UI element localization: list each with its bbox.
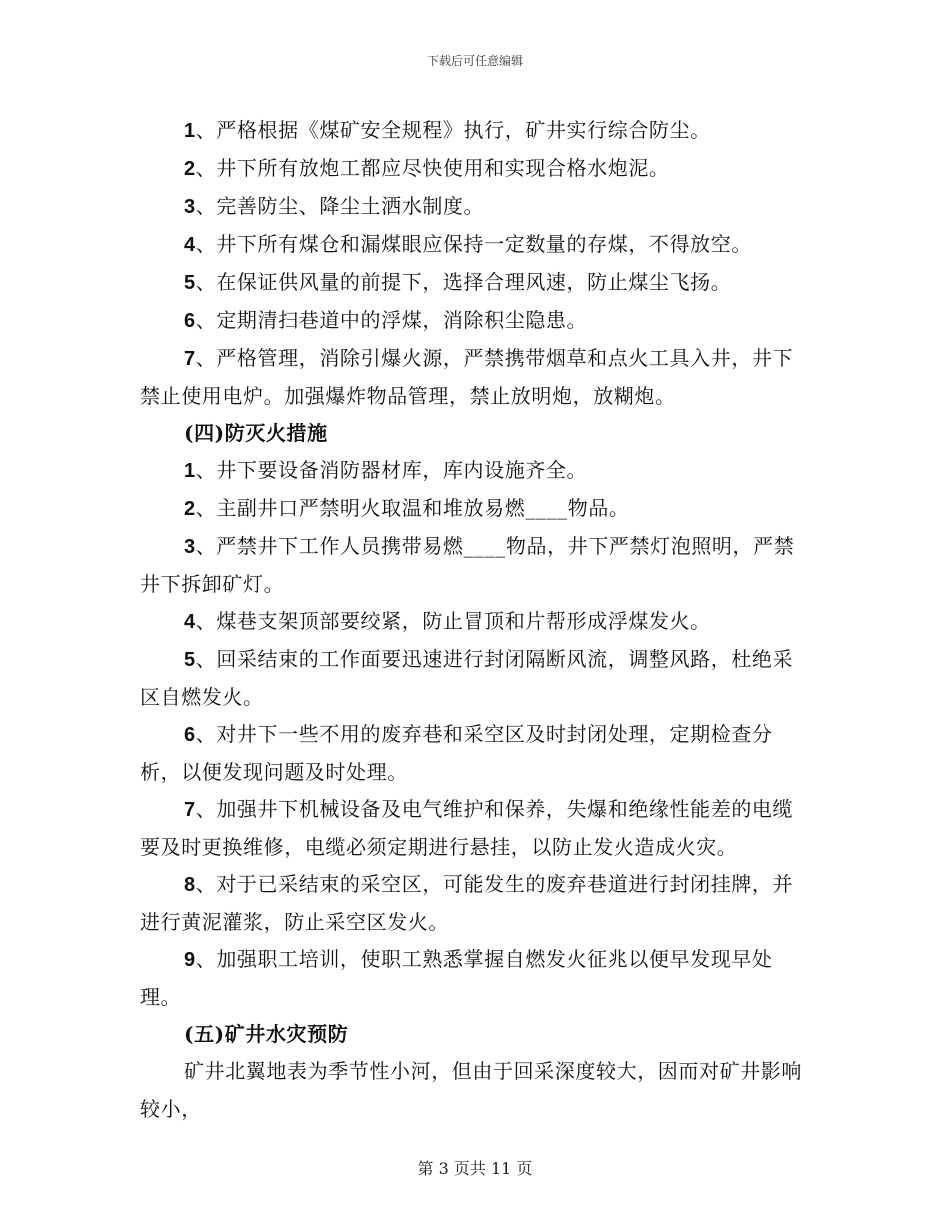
document-body	[140, 112, 808, 1128]
item-text: 、井下所有煤仓和漏煤眼应保持一定数量的存煤，不得放空。	[195, 232, 752, 256]
item-text: 、对于已采结束的采空区，可能发生的废弃巷道进行封闭挂牌，并进行黄泥灌浆，防止采空区发火。	[140, 872, 794, 934]
list-item	[140, 302, 808, 340]
item-number: 7	[184, 799, 196, 821]
item-number: 2	[184, 498, 196, 520]
list-item	[140, 188, 808, 226]
page-footer: 第 3 页共 11 页	[417, 1159, 533, 1178]
list-item	[140, 791, 808, 866]
item-text: 、加强职工培训，使职工熟悉掌握自燃发火征兆以便早发现早处理。	[140, 947, 773, 1009]
item-number: 6	[184, 724, 196, 746]
item-number: 1	[184, 460, 196, 482]
item-number: 6	[184, 310, 196, 332]
list-item	[140, 716, 808, 791]
item-number: 3	[184, 536, 196, 558]
list-item	[140, 528, 808, 603]
item-text: 、对井下一些不用的废弃巷和采空区及时封闭处理，定期检查分析，以便发现问题及时处理。	[140, 722, 773, 784]
item-number: 5	[184, 649, 196, 671]
item-text: 、煤巷支架顶部要绞紧，防止冒顶和片帮形成浮煤发火。	[195, 609, 711, 633]
list-item	[140, 340, 808, 415]
section-heading: (五)矿井水灾预防	[184, 1022, 349, 1046]
item-text: 、井下要设备消防器材库，库内设施齐全。	[195, 458, 588, 482]
item-number: 1	[184, 120, 196, 142]
list-item	[140, 452, 808, 490]
item-number: 5	[184, 272, 196, 294]
list-item	[140, 226, 808, 264]
item-number: 4	[184, 234, 196, 256]
item-text: 、主副井口严禁明火取温和堆放易燃____物品。	[195, 496, 630, 520]
item-text: 、严格管理，消除引爆火源，严禁携带烟草和点火工具入井，井下禁止使用电炉。加强爆炸物品管理，禁止放明炮，放糊炮。	[140, 346, 794, 408]
item-text: 、回采结束的工作面要迅速进行封闭隔断风流，调整风路，杜绝采区自燃发火。	[140, 647, 794, 709]
page-header: 下载后可任意编辑	[426, 54, 523, 68]
item-number: 7	[184, 348, 196, 370]
list-item	[140, 490, 808, 528]
section-heading: (四)防灭火措施	[184, 421, 328, 445]
item-number: 9	[184, 949, 196, 971]
item-text: 、定期清扫巷道中的浮煤，消除积尘隐患。	[195, 308, 588, 332]
item-text: 、在保证供风量的前提下，选择合理风速，防止煤尘飞扬。	[195, 270, 732, 294]
list-item	[140, 112, 808, 150]
list-item	[140, 150, 808, 188]
item-text: 、加强井下机械设备及电气维护和保养，失爆和绝缘性能差的电缆要及时更换维修，电缆必须定期进行悬挂，以防止发火造成火灾。	[140, 797, 794, 859]
item-text: 矿井北翼地表为季节性小河，但由于回采深度较大，因而对矿井影响较小，	[140, 1059, 802, 1121]
item-text: 、井下所有放炮工都应尽快使用和实现合格水炮泥。	[195, 156, 670, 180]
item-text: 、完善防尘、降尘土洒水制度。	[195, 194, 485, 218]
list-item	[140, 264, 808, 302]
list-item	[140, 866, 808, 941]
item-number: 4	[184, 611, 196, 633]
list-item	[140, 603, 808, 641]
item-number: 8	[184, 874, 196, 896]
item-number: 2	[184, 158, 196, 180]
list-item	[140, 641, 808, 716]
item-text: 、严禁井下工作人员携带易燃____物品，井下严禁灯泡照明，严禁井下拆卸矿灯。	[140, 534, 795, 596]
body-paragraph	[140, 1053, 808, 1128]
item-number: 3	[184, 196, 196, 218]
list-item	[140, 941, 808, 1016]
item-text: 、严格根据《煤矿安全规程》执行，矿井实行综合防尘。	[195, 118, 711, 142]
